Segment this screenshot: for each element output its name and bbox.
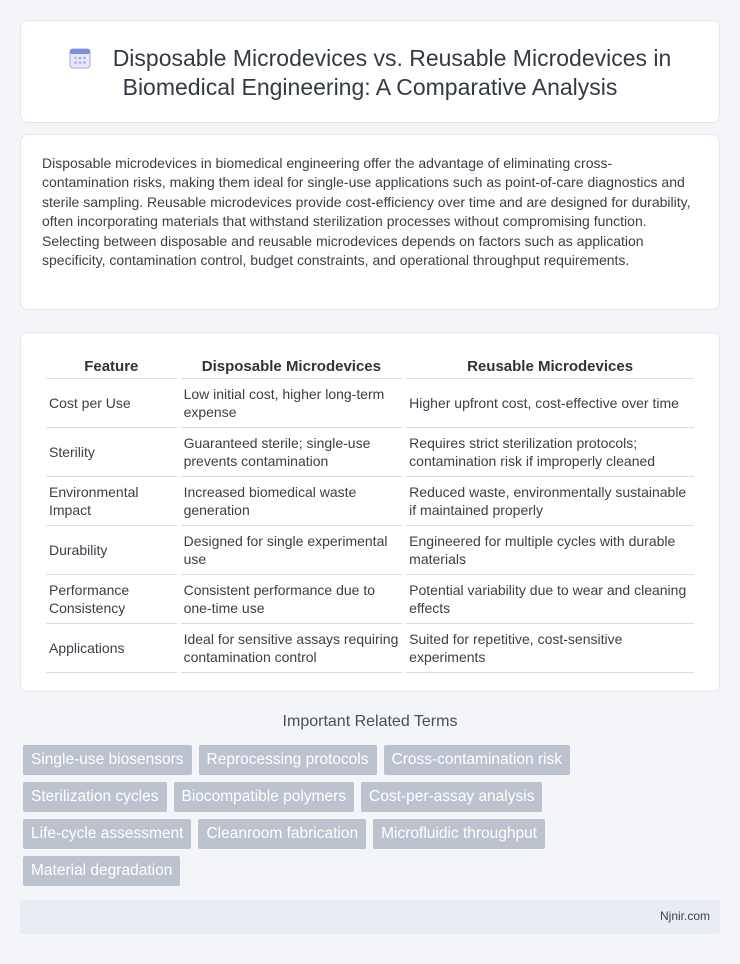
table-row xyxy=(46,624,694,673)
cell-disposable: Low initial cost, higher long-term expense xyxy=(181,379,403,428)
intro-paragraph: Disposable microdevices in biomedical engineering offer the advantage of eliminating cross-contamination risks, making them ideal for single-use applications such as point-of-care diagnostics and sterile sampling. Reusable microdevices provide cost-efficiency over time and are designed for durability, often incorporating materials that withstand sterilization processes without compromising function. Selecting between disposable and reusable microdevices depends on factors such as application specificity, contamination control, budget constraints, and operational throughput requirements. xyxy=(42,155,691,269)
footer xyxy=(20,900,720,934)
title-card xyxy=(20,20,720,123)
related-terms-heading: Important Related Terms xyxy=(282,713,458,730)
cell-disposable: Guaranteed sterile; single-use prevents contamination xyxy=(181,428,403,477)
cell-reusable: Requires strict sterilization protocols; contamination risk if improperly cleaned xyxy=(406,428,694,477)
cell-reusable: Reduced waste, environmentally sustainable if maintained properly xyxy=(406,477,694,526)
comparison-card xyxy=(20,332,720,692)
cell-disposable: Increased biomedical waste generation xyxy=(181,477,403,526)
title-line-2: Biomedical Engineering: A Comparative Analysis xyxy=(122,74,618,100)
term-tag[interactable]: Material degradation xyxy=(23,856,180,886)
cell-disposable: Consistent performance due to one-time use xyxy=(181,575,403,624)
table-row xyxy=(46,575,694,624)
cell-disposable: Designed for single experimental use xyxy=(181,526,403,575)
cell-feature: Applications xyxy=(46,624,177,673)
table-row xyxy=(46,477,694,526)
title-line-1: Disposable Microdevices vs. Reusable Microdevices in xyxy=(112,45,672,71)
column-header-reusable: Reusable Microdevices xyxy=(406,353,694,379)
term-tag[interactable]: Microfluidic throughput xyxy=(373,819,545,849)
page-title xyxy=(21,44,719,102)
cell-reusable: Potential variability due to wear and cleaning effects xyxy=(406,575,694,624)
table-row xyxy=(46,428,694,477)
term-tag[interactable]: Cleanroom fabrication xyxy=(198,819,366,849)
cell-feature: Cost per Use xyxy=(46,379,177,428)
cell-feature: Durability xyxy=(46,526,177,575)
term-tag[interactable]: Cost-per-assay analysis xyxy=(361,782,542,812)
cell-reusable: Engineered for multiple cycles with durable materials xyxy=(406,526,694,575)
column-header-disposable: Disposable Microdevices xyxy=(181,353,403,379)
column-header-feature: Feature xyxy=(46,353,177,379)
table-header-row xyxy=(46,353,694,379)
footer-site-link[interactable]: Njnir.com xyxy=(659,909,710,923)
term-tag[interactable]: Reprocessing protocols xyxy=(199,745,377,775)
term-tag[interactable]: Life-cycle assessment xyxy=(23,819,191,849)
table-row xyxy=(46,526,694,575)
cell-reusable: Higher upfront cost, cost-effective over time xyxy=(406,379,694,428)
cell-disposable: Ideal for sensitive assays requiring contamination control xyxy=(181,624,403,673)
term-tag[interactable]: Single-use biosensors xyxy=(23,745,192,775)
term-tag[interactable]: Biocompatible polymers xyxy=(174,782,355,812)
table-row xyxy=(46,379,694,428)
calendar-icon xyxy=(69,47,91,69)
cell-feature: Environmental Impact xyxy=(46,477,177,526)
comparison-table xyxy=(42,353,698,673)
cell-feature: Sterility xyxy=(46,428,177,477)
related-terms-list xyxy=(23,745,703,886)
term-tag[interactable]: Cross-contamination risk xyxy=(384,745,571,775)
term-tag[interactable]: Sterilization cycles xyxy=(23,782,167,812)
cell-reusable: Suited for repetitive, cost-sensitive experiments xyxy=(406,624,694,673)
intro-card xyxy=(20,134,720,310)
cell-feature: Performance Consistency xyxy=(46,575,177,624)
